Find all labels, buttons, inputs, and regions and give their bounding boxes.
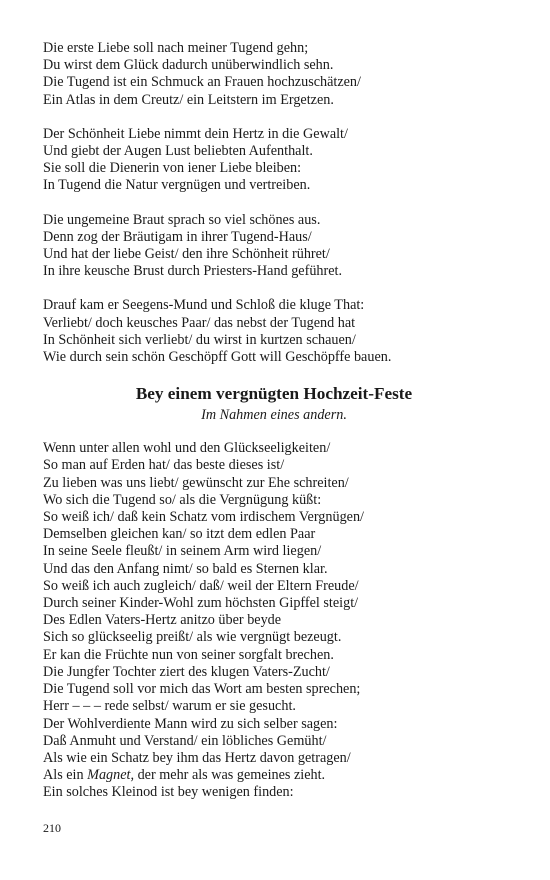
- verse-line: Der Wohlverdiente Mann wird zu sich selber sagen:: [43, 715, 338, 732]
- verse-line: Daß Anmuht und Verstand/ ein löbliches Gemüht/: [43, 732, 327, 749]
- verse-line: Herr – – – rede selbst/ warum er sie gesucht.: [43, 698, 296, 715]
- verse-line: So weiß ich/ daß kein Schatz vom irdischem Vergnügen/: [43, 509, 364, 526]
- verse-line-last: Ein solches Kleinod ist bey wenigen finden:: [43, 784, 294, 801]
- stanza: [43, 40, 513, 109]
- page-body: [43, 40, 513, 802]
- verse-line: Drauf kam er Seegens-Mund und Schloß die kluge That:: [43, 297, 365, 314]
- verse-line: Wie durch sein schön Geschöpff Gott will Geschöpffe bauen.: [43, 349, 392, 366]
- verse-line: Die Tugend soll vor mich das Wort am besten sprechen;: [43, 681, 361, 698]
- page-number: 210: [43, 821, 61, 835]
- verse-line: Verliebt/ doch keusches Paar/ das nebst der Tugend hat: [43, 314, 356, 331]
- verse-line: Der Schönheit Liebe nimmt dein Hertz in die Gewalt/: [43, 125, 348, 142]
- verse-line: Durch seiner Kinder-Wohl zum höchsten Gipffel steigt/: [43, 595, 359, 612]
- verse-line: Du wirst dem Glück dadurch unüberwindlich sehn.: [43, 57, 334, 74]
- stanza: [43, 212, 513, 281]
- stanza: [43, 297, 513, 366]
- verse-line: Sie soll die Dienerin von iener Liebe bleiben:: [43, 160, 302, 177]
- verse-line: Sich so glückseelig preißt/ als wie vergnügt bezeugt.: [43, 629, 342, 646]
- verse-line: In Schönheit sich verliebt/ du wirst in kurtzen schauen/: [43, 331, 356, 348]
- poem-first: [43, 40, 513, 366]
- verse-line: Des Edlen Vaters-Hertz anitzo über beyde: [43, 612, 282, 629]
- verse-line: Zu lieben was uns liebt/ gewünscht zur Ehe schreiten/: [43, 474, 349, 491]
- verse-line: Die Jungfer Tochter ziert des klugen Vaters-Zucht/: [43, 663, 330, 680]
- stanza: [43, 126, 513, 195]
- verse-line: Wo sich die Tugend so/ als die Vergnügung küßt:: [43, 491, 322, 508]
- verse-text: der mehr als was gemeines zieht.: [134, 767, 326, 784]
- verse-line: Und das den Anfang nimt/ so bald es Sternen klar.: [43, 560, 328, 577]
- verse-line: Und hat der liebe Geist/ den ihre Schönheit rühret/: [43, 246, 330, 263]
- verse-line: In Tugend die Natur vergnügen und vertreiben.: [43, 177, 311, 194]
- verse-line: So man auf Erden hat/ das beste dieses ist/: [43, 457, 285, 474]
- poem-title: Bey einem vergnügten Hochzeit-Feste: [135, 384, 413, 404]
- verse-italic-word: Magnet,: [87, 767, 135, 784]
- verse-line-magnet: [43, 767, 513, 784]
- verse-line: Als wie ein Schatz bey ihm das Hertz davon getragen/: [43, 749, 351, 766]
- verse-line: Demselben gleichen kan/ so itzt dem edlen Paar: [43, 526, 316, 543]
- verse-line: Und giebt der Augen Lust beliebten Aufenthalt.: [43, 143, 313, 160]
- poem-second: [43, 440, 513, 767]
- verse-line: So weiß ich auch zugleich/ daß/ weil der Eltern Freude/: [43, 577, 359, 594]
- verse-line: Die Tugend ist ein Schmuck an Frauen hochzuschätzen/: [43, 74, 361, 91]
- verse-line: In seine Seele fleußt/ in seinem Arm wird liegen/: [43, 543, 322, 560]
- verse-line: Denn zog der Bräutigam in ihrer Tugend-Haus/: [43, 228, 312, 245]
- verse-line: Wenn unter allen wohl und den Glückseeligkeiten/: [43, 440, 331, 457]
- verse-line: Die erste Liebe soll nach meiner Tugend gehn;: [43, 40, 309, 56]
- verse-line: Die ungemeine Braut sprach so viel schönes aus.: [43, 211, 321, 228]
- verse-text: Als ein: [43, 767, 88, 784]
- poem-subtitle: Im Nahmen eines andern.: [201, 407, 347, 424]
- verse-line: In ihre keusche Brust durch Priesters-Hand geführet.: [43, 263, 343, 280]
- verse-line: Ein Atlas in dem Creutz/ ein Leitstern im Ergetzen.: [43, 91, 334, 108]
- verse-line: Er kan die Früchte nun von seiner sorgfalt brechen.: [43, 646, 334, 663]
